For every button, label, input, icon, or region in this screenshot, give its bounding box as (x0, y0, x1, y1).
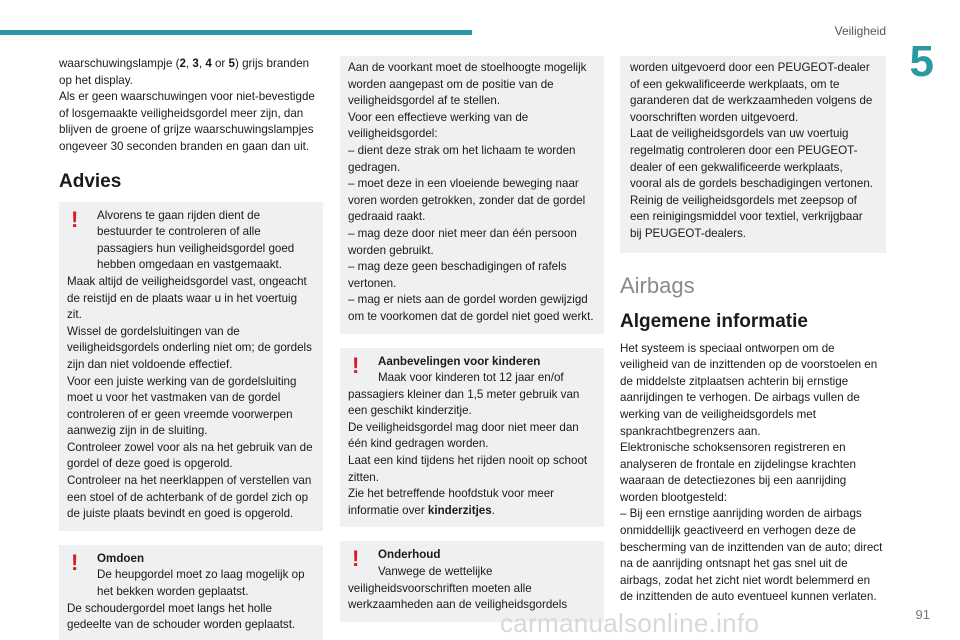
advies-line: Voor een juiste werking van de gordelsluiting moet u voor het vastmaken van de gordel controleren of er geen vreemde voorwerpen aanwezig zijn in de sluiting. (67, 374, 297, 438)
section-title: Veiligheid (834, 24, 886, 38)
advies-line: Wissel de gordelsluitingen van de veiligheidsgordels onderling niet om; de gordels zijn dan niet voldoende effectief. (67, 324, 312, 371)
onderhoud-line: Vanwege de wettelijke veiligheidsvoorschriften moeten alle werkzaamheden aan de veiligheidsgordels (348, 565, 568, 612)
gordel-line: – mag deze door niet meer dan één persoon worden gebruikt. (348, 226, 577, 257)
omdoen-line: De schoudergordel moet langs het holle gedeelte van de schouder worden geplaatst. (67, 601, 296, 632)
warning-icon: ! (352, 546, 360, 572)
column-1 (59, 56, 323, 640)
advies-line: Controleer zowel voor als na het gebruik van de gordel of deze goed is opgerold. (67, 440, 313, 471)
warning-icon: ! (71, 206, 79, 232)
advies-line: Controleer na het neerklappen of verstellen van een stoel of de achterbank of de gordel zich op de juiste plaats bevindt en goed is opgerold. (67, 474, 312, 521)
column-3 (620, 56, 886, 606)
gordel-line: – dient deze strak om het lichaam te worden gedragen. (348, 143, 576, 174)
onderhoud-line: Reinig de veiligheidsgordels met zeepsop of een reinigingsmiddel voor textiel, verkrijgbaar bij PEUGEOT-dealers. (630, 193, 863, 240)
kinderen-line: De veiligheidsgordel mag door niet meer dan één kind gedragen worden. (348, 420, 579, 451)
onderhoud-line: Laat de veiligheidsgordels van uw voertuig regelmatig controleren door een PEUGEOT-dealer of een gekwalificeerde werkplaats, vooral als de gordels beschadigingen vertonen. (630, 127, 873, 191)
onderhoud-line: worden uitgevoerd door een PEUGEOT-dealer of een gekwalificeerde werkplaats, om te garanderen dat de werkzaamheden volgens de voorschriften worden uitgevoerd. (630, 61, 873, 124)
kinderen-line: Maak voor kinderen tot 12 jaar en/of passagiers kleiner dan 1,5 meter gebruik van een geschikt kinderzitje. (348, 371, 580, 418)
page-number: 91 (915, 607, 930, 622)
advies-line: Maak altijd de veiligheidsgordel vast, ongeacht de reistijd en de plaats waar u in het voertuig zit. (67, 274, 307, 322)
kinderzitjes-link: kinderzitjes (427, 503, 492, 517)
kinderen-line-last: Zie het betreffende hoofdstuk voor meer informatie over kinderzitjes. (348, 487, 555, 517)
airbags-heading: Airbags (620, 272, 695, 298)
watermark: carmanualsonline.info (500, 608, 760, 638)
omdoen-warning-box (59, 545, 323, 640)
kinderen-title: Aanbevelingen voor kinderen (378, 354, 541, 368)
advies-line: Alvorens te gaan rijden dient de bestuurder te controleren of alle passagiers hun veiligheidsgordel goed hebben omgedaan en vastgemaakt. (97, 208, 295, 272)
intro-paragraph-2: Als er geen waarschuwingen voor niet-bevestigde of losgemaakte veiligheidsgordel meer zijn, dan blijven de groene of grijze waarschuwingslampjes ongeveer 30 seconden branden en gaan dan uit. (59, 90, 315, 153)
gordel-line: – mag er niets aan de gordel worden gewijzigd om te voorkomen dat de gordel niet goed werkt. (348, 293, 594, 323)
gordel-line: – moet deze in een vloeiende beweging naar voren worden getrokken, zonder dat de gordel gedraaid raakt. (348, 177, 586, 224)
gordel-line: Voor een effectieve werking van de veiligheidsgordel: (348, 110, 529, 141)
onderhoud-continued-box (620, 56, 886, 253)
omdoen-title: Omdoen (97, 551, 145, 565)
intro-paragraph: waarschuwingslampje (2, 3, 4 or 5) grijs branden op het display. (59, 57, 310, 87)
onderhoud-title: Onderhoud (378, 548, 441, 562)
advies-heading: Advies (59, 170, 122, 192)
gordel-info-box (340, 56, 604, 334)
column-2 (340, 56, 604, 622)
omdoen-line: De heupgordel moet zo laag mogelijk op het bekken worden geplaatst. (97, 568, 305, 599)
header-accent-bar (0, 30, 472, 35)
gordel-line: – mag deze geen beschadigingen of rafels vertonen. (348, 260, 567, 290)
airbag-paragraph: – Bij een ernstige aanrijding worden de airbags onmiddellijk geactiveerd en verhogen deze de bescherming van de inzittenden van de auto; direct na de aanrijding ontsnapt het gas snel uit de airbags, zodat het zicht niet wordt belemmerd en de inzittenden de auto eventueel kunnen verlaten. (620, 507, 883, 604)
chapter-number: 5 (909, 37, 934, 86)
kinderen-warning-box (340, 348, 604, 528)
algemene-informatie-heading: Algemene informatie (620, 310, 808, 332)
airbag-paragraph: Elektronische schoksensoren registreren en analyseren de frontale en zijdelingse krachten waaraan de detectiezones bij een aanrijding worden blootgesteld: (620, 441, 856, 504)
advies-warning-box (59, 202, 323, 531)
airbag-paragraph: Het systeem is speciaal ontworpen om de veiligheid van de inzittenden op de voorstoelen en de middelste zitplaatsen achterin bij ernstige aanrijdingen te verhogen. De airbags vullen de werking van de veiligheidsgordels met spankrachtbegrenzers aan. (620, 341, 878, 438)
warning-icon: ! (352, 352, 360, 378)
warning-icon: ! (71, 549, 79, 575)
gordel-line: Aan de voorkant moet de stoelhoogte mogelijk worden aangepast om de positie van de veiligheidsgordel af te stellen. (348, 61, 587, 108)
kinderen-line: Laat een kind tijdens het rijden nooit op schoot zitten. (348, 454, 588, 484)
